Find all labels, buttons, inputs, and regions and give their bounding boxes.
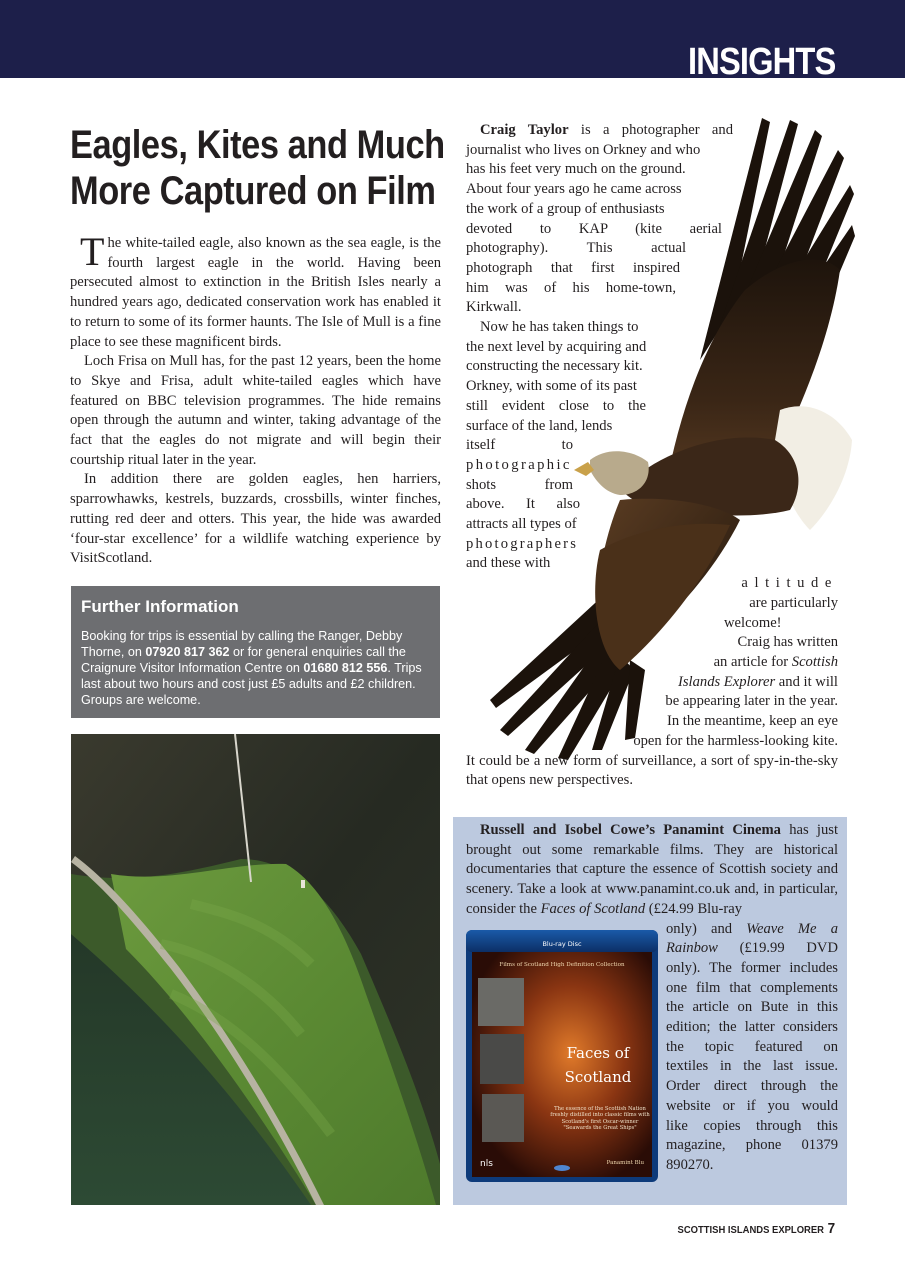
- right-column: [466, 121, 838, 791]
- visitor-centre-phone: 01680 812 556: [303, 661, 388, 675]
- faces-of-scotland-bluray-cover: [466, 930, 658, 1182]
- aerial-kite-photo: [71, 734, 440, 1205]
- info-box-text: Booking for trips is essential by calling the Ranger, Debby Thorne, on 07920 817 362 or for general enquiries call the Craignure Visitor Information Centre on 01680 812 556. Trips last about two hours and cost just £5 adults and £2 children. Groups are welcome.: [81, 629, 422, 707]
- loch-frisa-paragraph: Loch Frisa on Mull has, for the past 12 years, been the home to Skye and Frisa, adult white-tailed eagles which have featured on BBC television programmes. The hide remains open through the autumn and winter, taking advantage of the fact that the eagles do not migrate and will begin their courtship ritual later in the year.: [70, 353, 441, 468]
- article-title-line-1: Eagles, Kites and Much: [70, 123, 445, 167]
- section-title: INSIGHTS: [687, 41, 835, 83]
- weave-me-title: Weave Me a: [746, 920, 838, 937]
- page-number: 7: [827, 1220, 835, 1237]
- page-footer: [677, 1220, 835, 1237]
- drop-cap: T: [80, 229, 105, 274]
- ranger-phone: 07920 817 362: [145, 645, 230, 659]
- bluray-tagline: The essence of the Scottish Nation freshly distilled into classic films with Scotland's first Oscar-winner "Seawards the Great Ships": [550, 1106, 650, 1132]
- publication-name: SCOTTISH ISLANDS EXPLORER: [677, 1224, 824, 1236]
- bluray-title-line-2: Scotland: [564, 1068, 632, 1086]
- aerial-photo-image: [71, 734, 440, 1205]
- nls-logo: nls: [480, 1159, 493, 1169]
- panamint-logo: Panamint Blu: [606, 1160, 644, 1166]
- faces-of-scotland-title: Faces of Scotland: [540, 900, 646, 917]
- bluray-collection: Films of Scotland High Definition Collection: [499, 962, 625, 968]
- info-box-title: Further Information: [81, 597, 239, 616]
- panamint-intro: Russell and Isobel Cowe’s Panamint Cinema has just brought out some remarkable films. They are historical documentaries that capture the essence of Scottish society and scenery. Take a look at www.panamint.co.uk and, in particular, consider the Faces of Scotland (£24.99 Blu-ray: [466, 822, 838, 917]
- wildlife-paragraph: In addition there are golden eagles, hen harriers, sparrowhawks, kestrels, buzzards, crossbills, winter finches, rutting red deer and otters. This year, the hide was awarded ‘four-star excellence’ for a wildlife watching experience by VisitScotland.: [70, 471, 441, 567]
- article-title: [70, 122, 445, 214]
- intro-paragraph: The white-tailed eagle, also known as the sea eagle, is the fourth largest eagle in the world. Having been persecuted almost to extinction in the British Isles nearly a hundred years ago, dedicated conservation work has enabled it to return to some of its former haunts. The Isle of Mull is a fine place to see these magnificent birds.: [70, 229, 441, 350]
- article-paragraph: Craig has written an article for Scottish Islands Explorer and it will be appearing later in the year. In the meantime, keep an eye open for the harmless-looking kite. It could be a new form of surveillance, a sort of spy-in-the-sky that opens new perspectives.: [466, 634, 838, 789]
- left-column: [70, 229, 441, 569]
- craig-taylor-name: Craig Taylor: [480, 122, 569, 138]
- panamint-name: Russell and Isobel Cowe’s Panamint Cinema: [480, 822, 781, 838]
- craig-taylor-paragraph: Craig Taylor is a photographer and journalist who lives on Orkney and who has his feet very much on the ground. About four years ago he came across the work of a group of enthusiasts devoted to KAP (kite aerial photography). This actual photograph that first inspired him was of his home-town, Kirkwall.: [466, 122, 733, 316]
- magazine-name-italic: Scottish: [791, 653, 838, 670]
- panamint-side-text: only) and Weave Me a Rainbow (£19.99 DVD only). The former includes one film that complements the article on Bute in this edition; the latter considers the topic featured on textiles in the last issue. Order direct through the website or if you would like copies through this magazine, phone 01379 890270.: [666, 920, 838, 1173]
- bluray-title-line-1: Faces of: [566, 1044, 630, 1062]
- article-title-line-2: More Captured on Film: [70, 169, 436, 213]
- bluray-brand: Blu-ray Disc: [542, 940, 582, 948]
- kit-paragraph: Now he has taken things to the next level by acquiring and constructing the necessary kit. Orkney, with some of its past still evident close to the surface of the land, lends itself to photographic shots from above. It also attracts all types of photographers and these with altitude are particularly welcome!: [466, 319, 838, 631]
- further-information-box: [71, 586, 440, 718]
